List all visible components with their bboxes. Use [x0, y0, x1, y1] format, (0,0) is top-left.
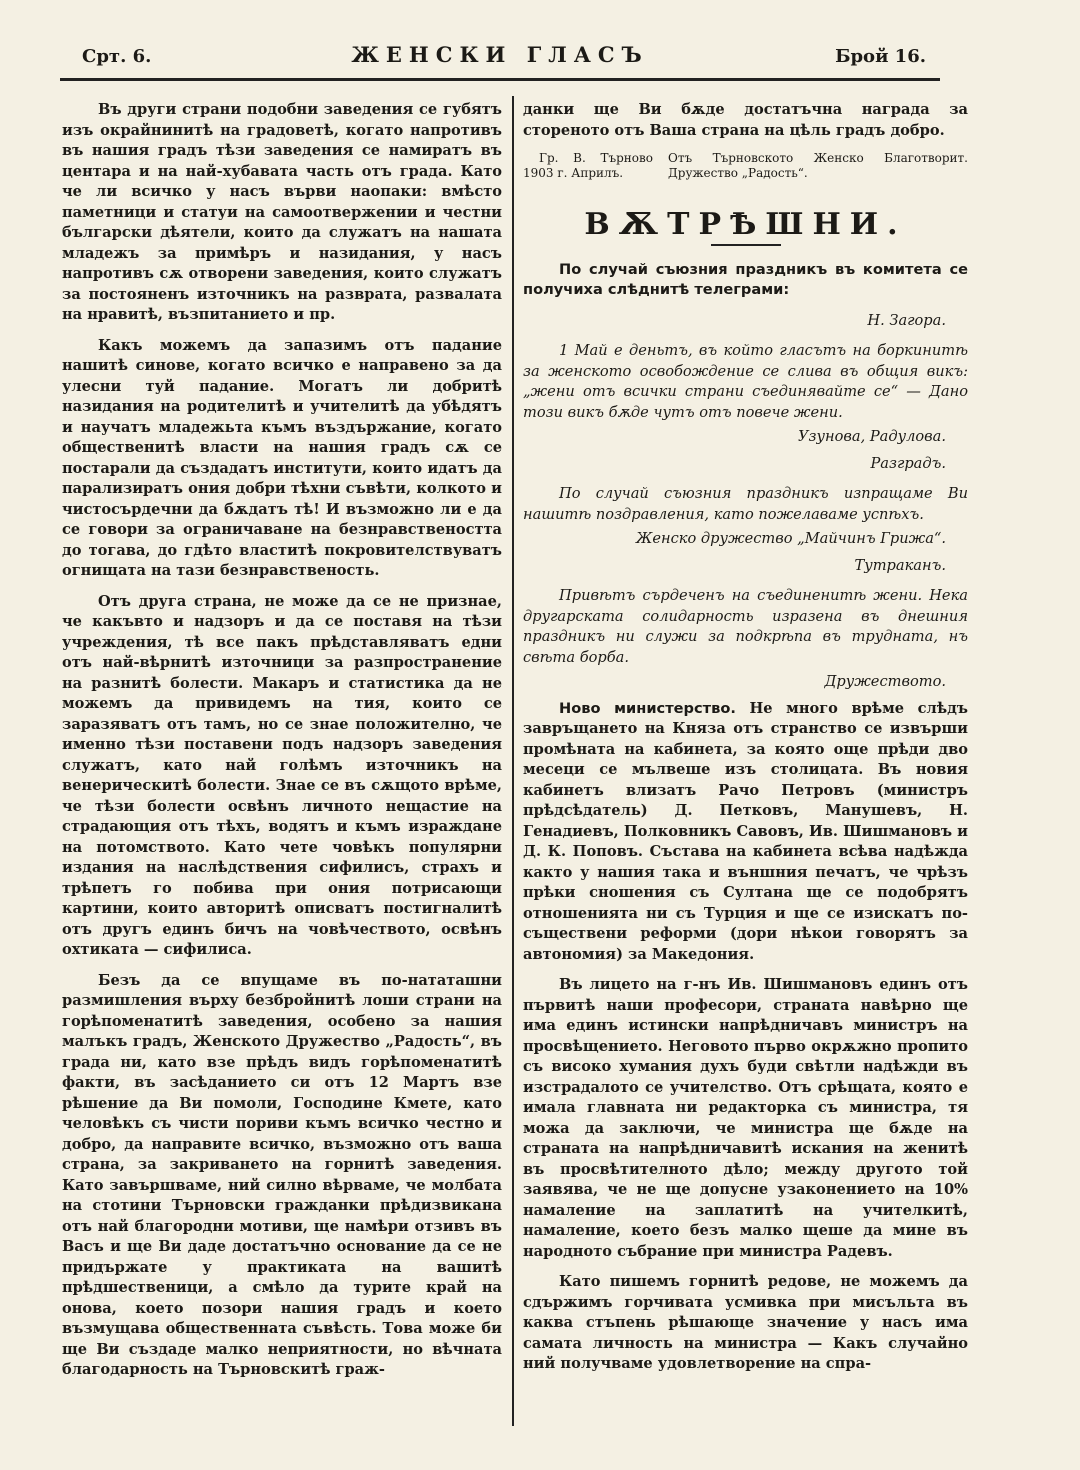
telegram-place: Разградъ. [870, 454, 946, 472]
ministry-heading: Ново министерство. [559, 699, 736, 717]
page-number: Срт. 6. [82, 46, 152, 67]
article-continuation: данки ще Ви бѫде достатъчна награда за стореното отъ Ваша страна на цѣль градъ добро. [523, 101, 968, 139]
article-paragraph: Отъ друга страна, не може да се не признае, че какъвто и надзоръ и да се поставя на тѣзи учреждения, тѣ все пакъ прѣдставляватъ едни отъ най-вѣрнитѣ източници за разпространение на разнитѣ болести. Макаръ и статистика да не можемъ да привидемъ на тия, които се заразяватъ отъ тамъ, но се знае положително, че именно тѣзи поставени подъ надзоръ заведения служатъ, като най голѣмъ източникъ на венерическитѣ болести. Знае се въ сѫщото врѣме, че тѣзи болести освѣнъ личното нещастие на страдающия отъ тѣхъ, водятъ и къмъ израждане на потомството. Като чете човѣкъ популярни издания на наслѣдствения сифилисъ, страхъ и трѣпетъ го побива при ония потрисающи картини, които авторитѣ описватъ постигналитѣ отъ другъ единъ бичъ на човѣчеството, освѣнъ охтиката — сифилиса. [62, 592, 502, 958]
article-paragraph: Въ лицето на г-нъ Ив. Шишмановъ единъ отъ първитѣ наши професори, страната навѣрно ще има единъ истински напрѣдничавъ министръ на просвѣщението. Неговото първо окрѫжно пропито съ високо хумания духъ буди свѣтли надѣжди въ изстрадалото се учителство. Отъ срѣщата, която е имала главната ни редакторка съ министра, тя можа да заключи, че министра ще бѫде на страната на напрѣдничавитѣ искания на женитѣ въ просвѣтителното дѣло; между другото той заявява, че не ще допусне узаконението на 10% намаление на заплатитѣ на учителкитѣ, намаление, което безъ малко щеше да мине въ народното събрание при министра Радевъ. [523, 976, 968, 1260]
telegram-text: По случай съюзния праздникъ изпращаме Ви нашитѣ поздравления, като пожелаваме успѣхъ. [523, 485, 968, 523]
ministry-paragraph [523, 699, 968, 966]
letter-signature [523, 151, 968, 181]
left-column [62, 100, 502, 1391]
ministry-text: Не много врѣме слѣдъ завръщането на Княза отъ странство се извърши промѣната на кабинета, за която още прѣди дво месеци се мълвеше изъ столицата. Въ новия кабинетъ влизатъ Рачо Петровъ (министръ прѣдсѣдатель) Д. Петковъ, Манушевъ, Н. Генадиевъ, Полковникъ Савовъ, Ив. Шишмановъ и Д. К. Поповъ. Състава на кабинета всѣва надѣжда както у нашия така и външния печатъ, че чрѣзъ прѣки сношения съ Султана ще се подобрятъ отношенията ни съ Турция и ще се изискатъ по-съществени реформи (дори нѣкои говорятъ за автономия) за Македония. [523, 699, 969, 963]
article-paragraph: Въ други страни подобни заведения се губятъ изъ окрайнинитѣ на градоветѣ, когато напротивъ въ нашия градъ тѣзи заведения се намиратъ въ центара и на най-хубавата часть отъ града. Като че ли всичко у насъ върви наопаки: вмѣсто паметници и статуи на самоотвержении и честни български дѣятели, които да служатъ на нашата младежъ за примѣръ и назидания, у насъ напротивъ сѫ отворени заведения, които служатъ за постояненъ източникъ на разврата, развалата на нравитѣ, възпитанието и пр. [62, 101, 502, 323]
article-paragraph: Като пишемъ горнитѣ редове, не можемъ да сдържимъ горчивата усмивка при мисъльта въ каква стъпень рѣшающе значение у насъ има самата личность на министра — Какъ случайно ний получваме удовлетворение на спра- [523, 1273, 968, 1372]
signature-place-date: Гр. В. Търново 1903 г. Априлъ. [523, 151, 653, 180]
telegram-signer: Узунова, Радулова. [798, 428, 946, 445]
article-paragraph: Какъ можемъ да запазимъ отъ падание нашитѣ синове, когато всичко е направено за да улесни туй падание. Могатъ ли добритѣ назидания на родителитѣ и учителитѣ да убѣдятъ и научатъ младежьта къмъ въздържание, когато общественитѣ власти на нашия градъ сѫ се постарали да създадатъ институти, които идатъ да парализиратъ ония добри тѣхни съвѣти, колкото и чистосърдечни да бѫдатъ тѣ! И възможно ли е да се говори за ограничаване на безнравствеността до тогава, до гдѣто властитѣ покровителствуватъ огнищата на тази безнравственость. [62, 336, 502, 579]
telegram-place: Н. Загора. [867, 311, 946, 329]
issue-number: Брой 16. [835, 46, 926, 67]
telegram-signer: Женско дружество „Майчинъ Грижа“. [635, 530, 946, 547]
telegrams-intro: По случай съюзния праздникъ въ комитета се получиха слѣднитѣ телеграми: [523, 260, 968, 298]
signature-society: Отъ Търновското Женско Благотворит. Дружество „Радость“. [668, 151, 968, 180]
article-paragraph: Безъ да се впущаме въ по-нататашни размишления върху безбройнитѣ лоши страни на горѣпоменатитѣ заведения, особено за нашия малъкъ градъ, Женското Дружество „Радость“, въ града ни, като взе прѣдъ видъ горѣпоменатитѣ факти, въ засѣданието си отъ 12 Мартъ взе рѣшение да Ви помоли, Господине Кмете, като человѣкъ съ чисти пориви къмъ всичко честно и добро, да направите всичко, възможно отъ ваша страна, за закриването на горнитѣ заведения. Като завършваме, ний силно вѣрваме, че молбата на стотини Търновски гражданки прѣдизвикана отъ най благородни мотиви, ще намѣри отзивъ въ Васъ и ще Ви даде достатъчно основание да се не придържате у практиката на вашитѣ прѣдшественици, а смѣло да турите край на онова, което позори нашия градъ и което възмущава общественната съвѣсть. Това може би ще Ви създаде малко неприятности, но вѣчната благодарность на Търновскитѣ граж- [62, 971, 502, 1378]
newspaper-title: ЖЕНСКИ ГЛАСЪ [351, 42, 649, 67]
telegram-place: Тутраканъ. [854, 556, 946, 574]
telegram-text: Привѣтъ сърдеченъ на съединенитѣ жени. Нека другарската солидарность изразена въ днешния праздникъ ни служи за подкрѣпа въ трудната, нъ свѣта борба. [523, 587, 968, 666]
section-title: ВѪТРѢШНИ. [584, 207, 907, 242]
page-header [60, 38, 940, 81]
section-rule [711, 244, 781, 246]
column-divider [512, 96, 514, 1426]
telegram-signer: Дружеството. [824, 673, 946, 690]
telegram-text: 1 Май е деньтъ, въ който гласътъ на боркинитѣ за женското освобождение се слива въ общия викъ: „жени отъ всички страни съединявайте се“ — Дано този викъ бѫде чутъ отъ повече жени. [523, 342, 968, 421]
right-column [523, 100, 968, 1385]
